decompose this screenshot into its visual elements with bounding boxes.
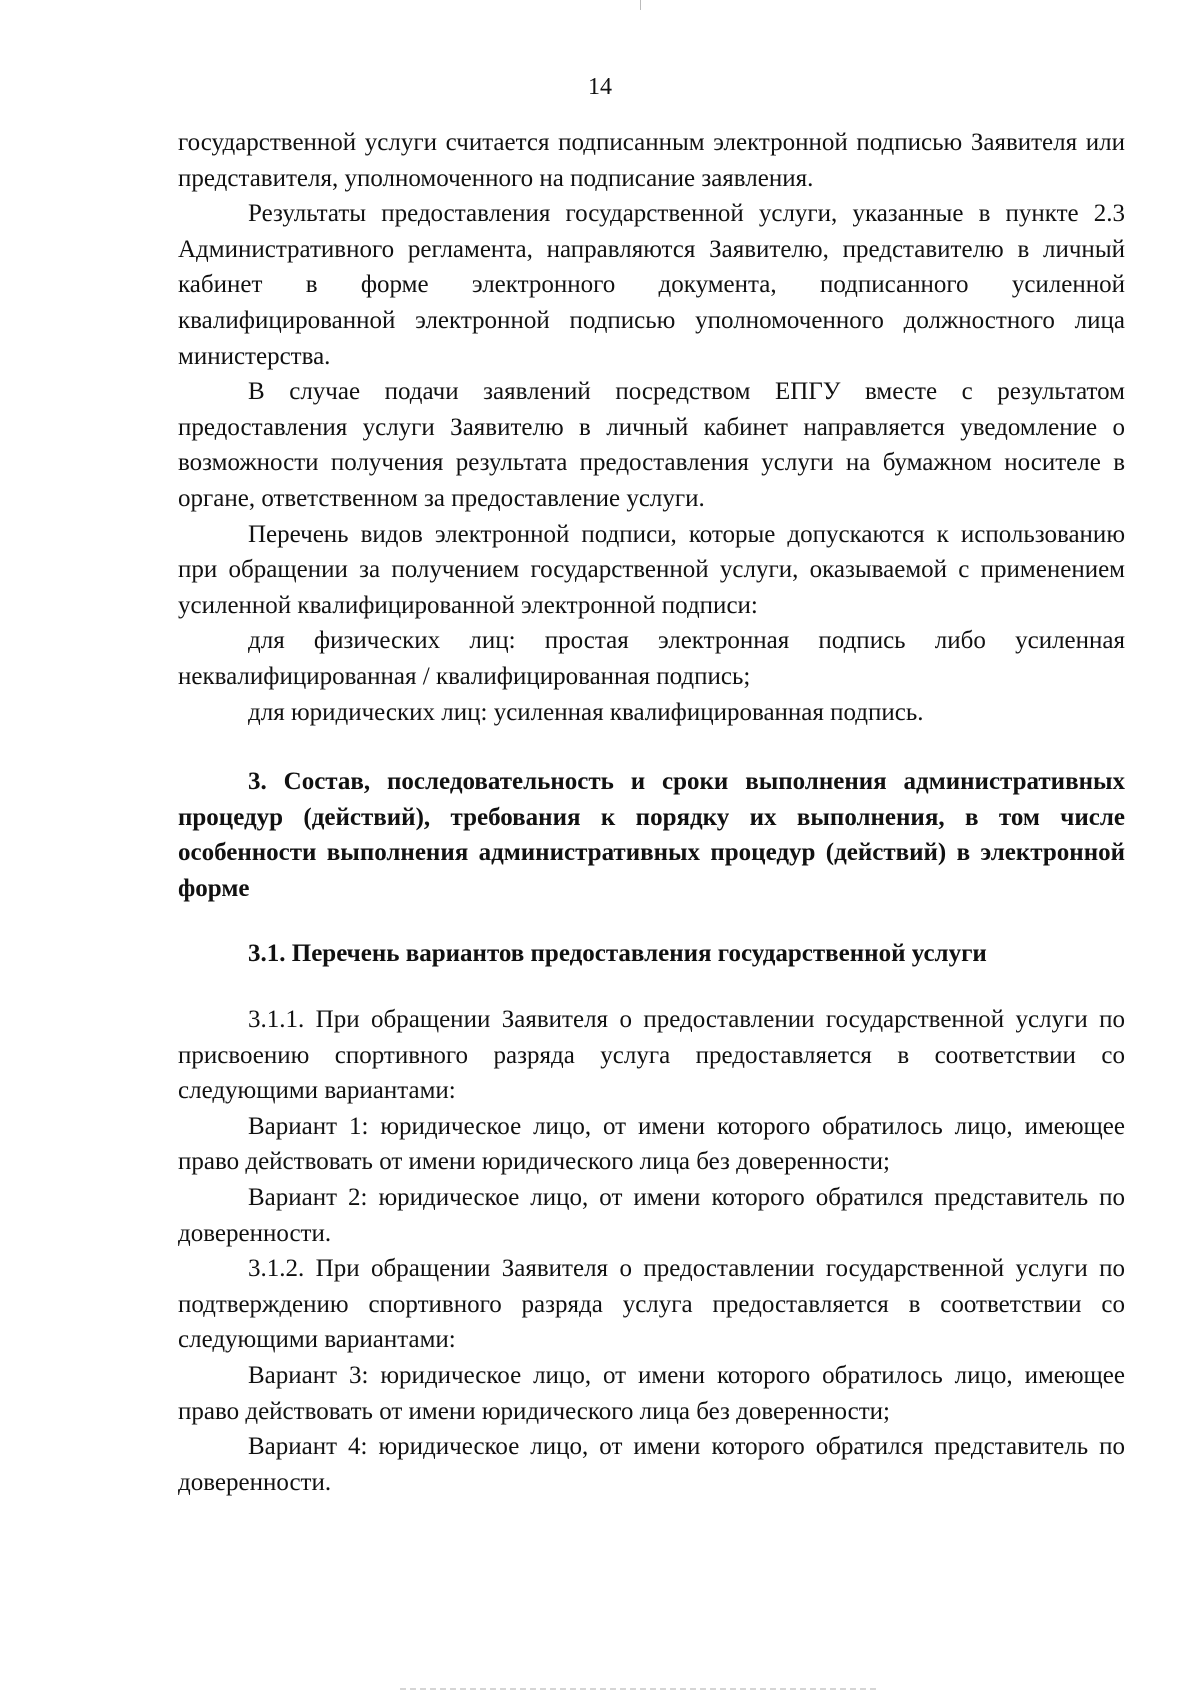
paragraph-signature-types: Перечень видов электронной подписи, которые допускаются к использованию при обращении за получением государственной услуги, оказываемой с применением усиленной квалифицированной электронной подписи: [178,520,1125,619]
document-body [178,125,1125,1500]
paragraph-variant-3: Вариант 3: юридическое лицо, от имени которого обратилось лицо, имеющее право действовать от имени юридического лица без доверенности; [178,1362,1125,1425]
paragraph-results: Результаты предоставления государственной услуги, указанные в пункте 2.3 Административного регламента, направляются Заявителю, представителю в личный кабинет в форме электронного документа, подписанного усиленной квалифицированной электронной подписью уполномоченного должностного лица министерства. [178,200,1125,370]
paragraph-variant-2: Вариант 2: юридическое лицо, от имени которого обратился представитель по доверенности. [178,1184,1125,1247]
paragraph-continued: государственной услуги считается подписанным электронной подписью Заявителя или представителя, уполномоченного на подписание заявления. [178,129,1125,192]
paragraph-variant-1: Вариант 1: юридическое лицо, от имени которого обратилось лицо, имеющее право действовать от имени юридического лица без доверенности; [178,1112,1125,1176]
section-3-heading: 3. Состав, последовательность и сроки выполнения административных процедур (действий), требования к порядку их выполнения, в том числе особенности выполнения административных процедур (действий) в электронной форме [178,768,1125,902]
paragraph-variant-4: Вариант 4: юридическое лицо, от имени которого обратился представитель по доверенности. [178,1433,1125,1496]
paragraph-individuals: для физических лиц: простая электронная подпись либо усиленная неквалифицированная / квалифицированная подпись; [178,627,1125,690]
paragraph-epgu-notice: В случае подачи заявлений посредством ЕПГУ вместе с результатом предоставления услуги Заявителю в личный кабинет направляется уведомление о возможности получения результата предоставления услуги на бумажном носителе в органе, ответственном за предоставление услуги. [178,378,1125,512]
scan-artifact-bottom [400,1688,880,1690]
section-3-1-heading: 3.1. Перечень вариантов предоставления государственной услуги [248,940,987,968]
paragraph-3-1-2: 3.1.2. При обращении Заявителя о предоставлении государственной услуги по подтверждению спортивного разряда услуга предоставляется в соответствии со следующими вариантами: [178,1255,1125,1354]
paragraph-legal-entities: для юридических лиц: усиленная квалифицированная подпись. [248,698,924,726]
paragraph-3-1-1: 3.1.1. При обращении Заявителя о предоставлении государственной услуги по присвоению спортивного разряда услуга предоставляется в соответствии со следующими вариантами: [178,1006,1125,1105]
scan-artifact [640,0,641,10]
page-number: 14 [588,74,612,100]
